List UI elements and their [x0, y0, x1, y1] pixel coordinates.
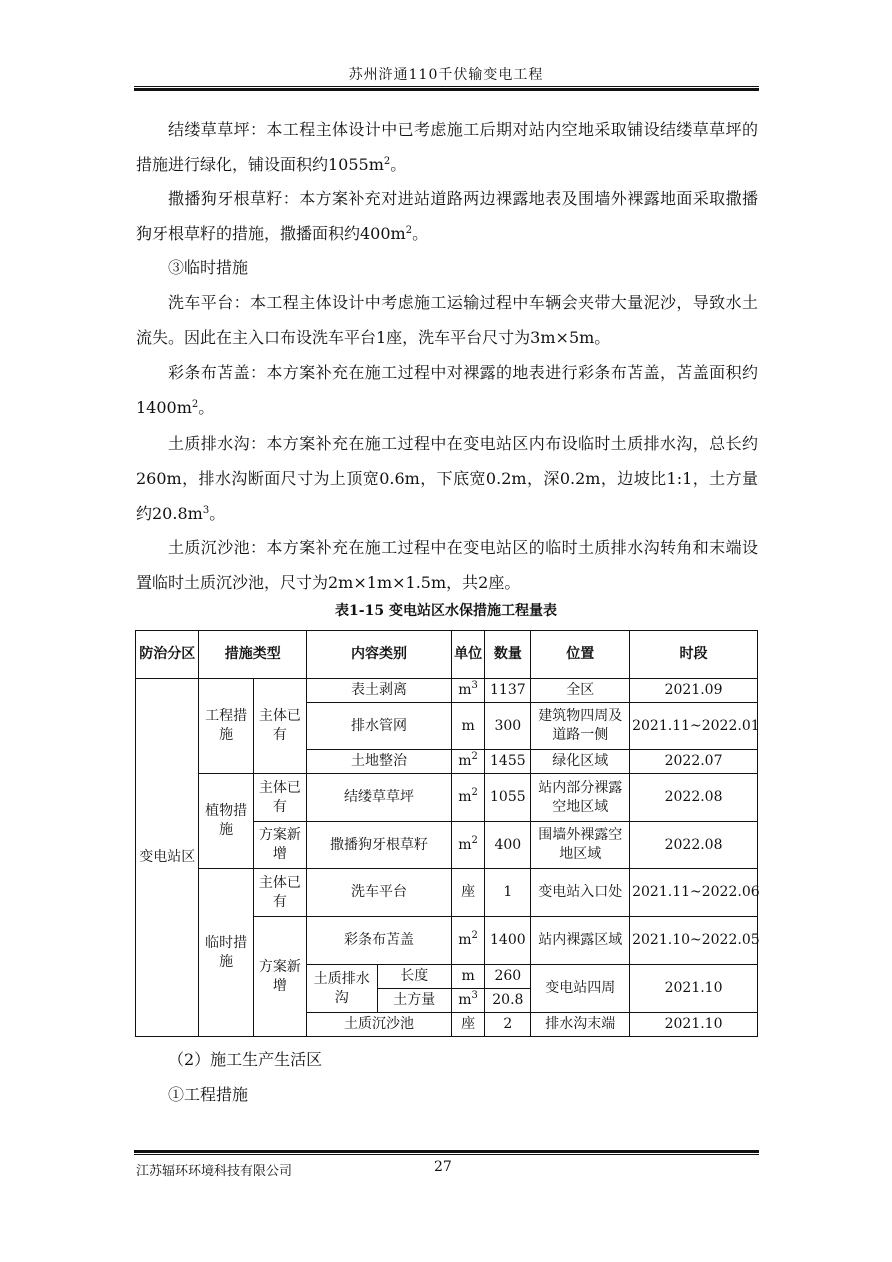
qty-cell: 400 — [485, 822, 531, 869]
period-cell: 2021.10 — [630, 965, 758, 1013]
unit-cell: $m^2$ — [451, 750, 484, 774]
content-cell: 表土剥离 — [307, 679, 452, 703]
content-cell: 土质沉沙池 — [307, 1013, 452, 1037]
header-period: 时段 — [630, 631, 758, 679]
location-cell: 变电站四周 — [531, 965, 630, 1013]
period-cell: 2021.10 — [630, 1013, 758, 1037]
header-content: 内容类别 — [307, 631, 452, 679]
period-cell: 2021.11~2022.06 — [630, 869, 758, 917]
header-location: 位置 — [531, 631, 630, 679]
period-cell: 2022.07 — [630, 750, 758, 774]
zone-cell: 变电站区 — [136, 679, 199, 1037]
period-cell: 2021.11~2022.01 — [630, 703, 758, 750]
content-cell: 彩条布苫盖 — [307, 917, 452, 965]
unit-cell: 座 — [451, 869, 484, 917]
group-engineering: 工程措施 — [199, 679, 253, 774]
unit-cell: m — [451, 965, 484, 989]
source-added: 方案新增 — [253, 917, 306, 1037]
table-row — [136, 679, 758, 703]
location-cell: 围墙外裸露空地区域 — [531, 822, 630, 869]
paragraph-car-wash: 洗车平台：本工程主体设计中考虑施工运输过程中车辆会夹带大量泥沙，导致水土流失。因此在主入口布设洗车平台1座，洗车平台尺寸为3m×5m。 — [136, 293, 758, 347]
location-cell: 全区 — [531, 679, 630, 703]
content-cell: 洗车平台 — [307, 869, 452, 917]
header-rule-thick — [134, 88, 759, 91]
group-plant: 植物措施 — [199, 774, 253, 869]
section-heading-construction-area: （2）施工生产生活区 — [168, 1050, 323, 1069]
location-cell: 变电站入口处 — [531, 869, 630, 917]
header-zone: 防治分区 — [136, 631, 199, 679]
subcontent-cell: 土方量 — [377, 989, 451, 1013]
paragraph-tarp-cover: 彩条布苫盖：本方案补充在施工过程中对裸露的地表进行彩条布苫盖，苫盖面积约$1400m^2$。 — [136, 363, 758, 417]
qty-cell: 260 — [485, 965, 531, 989]
location-cell: 绿化区域 — [531, 750, 630, 774]
qty-cell: 2 — [485, 1013, 531, 1037]
qty-cell: 1 — [485, 869, 531, 917]
location-cell: 站内部分裸露空地区域 — [531, 774, 630, 822]
qty-cell: 1137 — [485, 679, 531, 703]
header-unit: 单位 — [451, 631, 484, 679]
period-cell: 2021.09 — [630, 679, 758, 703]
table-caption: 表1-15 变电站区水保措施工程量表 — [335, 603, 557, 619]
qty-cell: 300 — [485, 703, 531, 750]
footer-rule-thin — [134, 1154, 759, 1155]
content-cell: 土质排水沟 — [307, 965, 377, 1013]
paragraph-drainage-ditch: 土质排水沟：本方案补充在施工过程中在变电站区内布设临时土质排水沟，总长约260m，排水沟断面尺寸为上顶宽0.6m，下底宽0.2m，深0.2m，边坡比1:1，土方量约$20.8m^3$。 — [136, 434, 758, 523]
paragraph-zoysia-lawn: 结缕草草坪：本工程主体设计中已考虑施工后期对站内空地采取铺设结缕草草坪的措施进行绿化，铺设面积约$1055m^2$。 — [136, 120, 758, 174]
measures-quantity-table — [135, 630, 758, 1037]
qty-cell: 1400 — [485, 917, 531, 965]
qty-cell: 1455 — [485, 750, 531, 774]
unit-cell: 座 — [451, 1013, 484, 1037]
location-cell: 排水沟末端 — [531, 1013, 630, 1037]
qty-cell: 1055 — [485, 774, 531, 822]
unit-cell: $m^2$ — [451, 822, 484, 869]
footer-company: 江苏辐环环境科技有限公司 — [136, 1164, 293, 1179]
table-row — [136, 869, 758, 917]
paragraph-temporary-measures: ③临时措施 — [168, 258, 249, 277]
location-cell: 建筑物四周及道路一侧 — [531, 703, 630, 750]
content-cell: 结缕草草坪 — [307, 774, 452, 822]
unit-cell: $m^3$ — [451, 679, 484, 703]
unit-cell: m — [451, 703, 484, 750]
subcontent-cell: 长度 — [377, 965, 451, 989]
period-cell: 2022.08 — [630, 774, 758, 822]
source-existing: 主体已有 — [253, 869, 306, 917]
source-added: 方案新增 — [253, 822, 306, 869]
source-existing: 主体已有 — [253, 774, 306, 822]
table-row — [136, 774, 758, 822]
period-cell: 2022.08 — [630, 822, 758, 869]
unit-cell: $m^2$ — [451, 917, 484, 965]
table-header-row — [136, 631, 758, 679]
content-cell: 土地整治 — [307, 750, 452, 774]
qty-cell: 20.8 — [485, 989, 531, 1013]
footer-page-number: 27 — [434, 1159, 452, 1175]
unit-cell: $m^3$ — [451, 989, 484, 1013]
content-cell: 排水管网 — [307, 703, 452, 750]
paragraph-bermuda-seeding: 撒播狗牙根草籽：本方案补充对进站道路两边裸露地表及围墙外裸露地面采取撒播狗牙根草籽的措施，撒播面积约$400m^2$。 — [136, 189, 758, 243]
page-header-title: 苏州浒通110千伏输变电工程 — [348, 67, 544, 83]
section-heading-engineering-measures: ①工程措施 — [168, 1085, 249, 1104]
unit-cell: $m^2$ — [451, 774, 484, 822]
footer-rule-thick — [134, 1150, 759, 1153]
paragraph-settling-pond: 土质沉沙池：本方案补充在施工过程中在变电站区的临时土质排水沟转角和末端设置临时土质沉沙池，尺寸为2m×1m×1.5m，共2座。 — [136, 538, 758, 592]
period-cell: 2021.10~2022.05 — [630, 917, 758, 965]
group-temporary: 临时措施 — [199, 869, 253, 1037]
header-type: 措施类型 — [199, 631, 307, 679]
content-cell: 撒播狗牙根草籽 — [307, 822, 452, 869]
header-qty: 数量 — [485, 631, 531, 679]
source-existing: 主体已有 — [253, 679, 306, 774]
header-rule-thin — [134, 86, 759, 87]
location-cell: 站内裸露区域 — [531, 917, 630, 965]
